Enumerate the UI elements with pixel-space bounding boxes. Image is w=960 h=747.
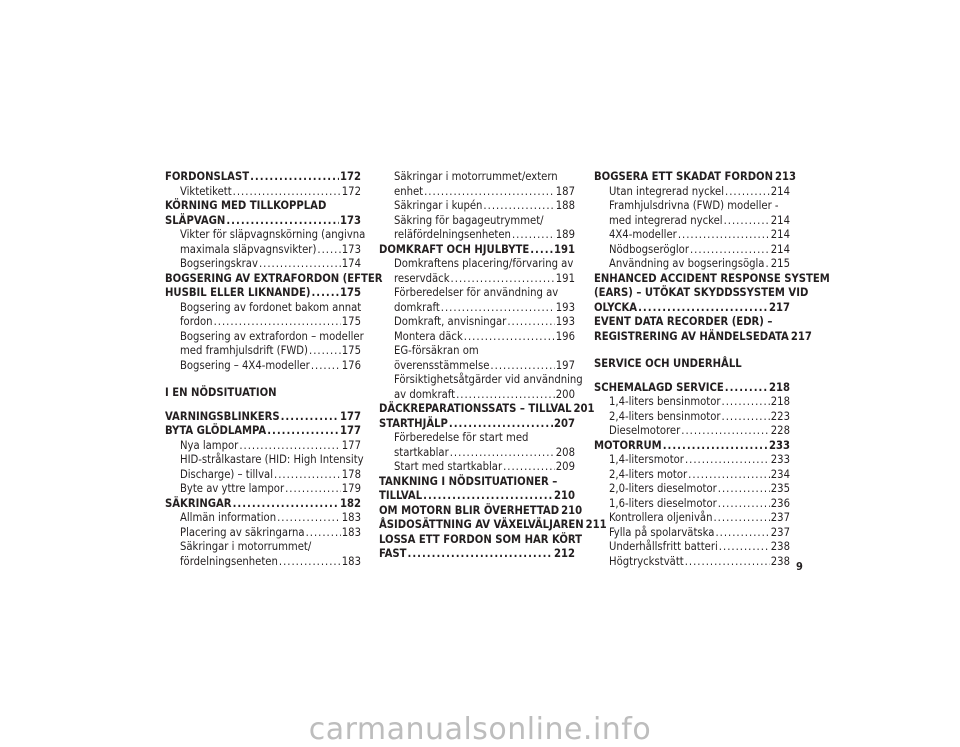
toc-page-number: 214 (770, 213, 790, 227)
toc-page-number: 187 (555, 184, 575, 198)
toc-entry-text: Användning av bogseringsögla (609, 257, 765, 270)
toc-entry-text: Fylla på spolarvätska (609, 525, 715, 539)
toc-chapter-entry[interactable] (165, 199, 361, 228)
section-heading: SERVICE OCH UNDERHÅLL (594, 357, 742, 370)
toc-entry-text: Säkring för bagageutrymmet/ (394, 213, 544, 227)
toc-entry-text: STARTHJÄLP (379, 416, 448, 430)
toc-entry-text: SLÄPVAGN (165, 213, 226, 227)
toc-page-number: 183 (341, 525, 361, 539)
toc-subentry[interactable] (165, 301, 361, 330)
toc-subentry[interactable] (594, 199, 790, 228)
toc-entry-text: överensstämmelse (394, 358, 490, 372)
dot-leader (722, 395, 770, 410)
toc-chapter-entry[interactable] (165, 271, 383, 301)
toc-chapter-entry[interactable] (379, 503, 583, 519)
toc-entry-text: Förberedelse för start med (394, 431, 529, 444)
toc-page-number: 176 (341, 358, 361, 372)
toc-page-number: 201 (573, 402, 595, 415)
toc-entry-text: Byte av yttre lampor (180, 482, 285, 495)
watermark: carmanualsonline.info (308, 712, 652, 747)
dot-leader (311, 359, 341, 374)
toc-subentry[interactable] (379, 330, 575, 345)
toc-subentry[interactable] (165, 329, 364, 359)
toc-entry-text: 2,0-liters dieselmotor (609, 482, 717, 495)
toc-entry-text: REGISTRERING AV HÄNDELSEDATA (594, 329, 789, 343)
toc-entry-text: Vikter för släpvagnskörning (angivna (180, 228, 366, 241)
toc-chapter-entry[interactable] (379, 402, 595, 417)
toc-subentry[interactable] (165, 359, 361, 374)
toc-entry-text: ÅSIDOSÄTTNING AV VÄXELVÄLJAREN (379, 518, 584, 531)
dot-leader (239, 439, 340, 454)
toc-page-number: 215 (770, 257, 790, 270)
dot-leader (451, 272, 555, 287)
toc-entry-text: Säkringar i kupén (394, 199, 483, 212)
toc-subentry[interactable] (594, 555, 790, 570)
toc-page-number: 173 (341, 242, 361, 256)
dot-leader (450, 446, 555, 461)
toc-page-number: 189 (555, 228, 575, 241)
dot-leader (233, 497, 339, 512)
toc-entry-text: Utan integrerad nyckel (609, 184, 725, 198)
dot-leader (638, 301, 768, 316)
dot-leader (503, 460, 555, 475)
dot-leader (285, 482, 341, 497)
toc-subentry[interactable] (379, 286, 575, 315)
dot-leader (685, 555, 770, 570)
toc-page-number: 236 (770, 496, 790, 510)
toc-entry-text: Nya lampor (180, 438, 239, 452)
toc-subentry[interactable] (165, 540, 361, 569)
dot-leader (274, 468, 341, 483)
toc-page-number: 218 (768, 380, 790, 394)
dot-leader (281, 410, 339, 425)
toc-entry-text: EG-försäkran om (394, 344, 479, 357)
toc-page-number: 177 (339, 409, 361, 423)
toc-page-number: 214 (770, 242, 790, 256)
dot-leader (279, 555, 341, 570)
toc-chapter-entry[interactable] (379, 532, 583, 562)
toc-subentry[interactable] (594, 228, 790, 243)
toc-page-number: 208 (555, 445, 575, 459)
dot-leader (490, 359, 554, 374)
toc-subentry[interactable] (594, 424, 790, 439)
toc-chapter-entry[interactable] (594, 271, 830, 316)
toc-page-number: 209 (555, 460, 575, 473)
toc-entry-text: reläfördelningsenheten (394, 228, 511, 241)
toc-entry-text: ENHANCED ACCIDENT RESPONSE SYSTEM (594, 271, 830, 285)
dot-leader (408, 547, 553, 562)
toc-entry-text: Montera däck (394, 329, 463, 343)
toc-page-number: 213 (775, 170, 797, 183)
toc-entry-text: Högtryckstvätt (609, 554, 684, 568)
dot-leader (678, 228, 770, 243)
dot-leader (507, 315, 554, 330)
toc-entry-text: SCHEMALAGD SERVICE (594, 380, 724, 394)
toc-entry-text: TILLVAL (379, 489, 423, 502)
toc-entry-text: 1,4-liters bensinmotor (609, 395, 721, 408)
toc-subentry[interactable] (594, 185, 790, 200)
toc-subentry[interactable] (594, 395, 790, 410)
dot-leader (722, 410, 770, 425)
toc-page-number: 234 (770, 467, 790, 481)
toc-entry-text: HID-strålkastare (HID: High Intensity (180, 453, 364, 466)
toc-chapter-entry[interactable] (379, 475, 575, 504)
toc-entry-text: DÄCKREPARATIONSSATS – TILLVAL (379, 402, 572, 415)
toc-entry-text: FAST (379, 547, 407, 560)
toc-entry-text: BOGSERA ETT SKADAT FORDON (594, 170, 774, 183)
toc-entry-text: OLYCKA (594, 300, 638, 314)
toc-entry-text: Underhållsfritt batteri (609, 540, 718, 553)
toc-subentry[interactable] (594, 257, 790, 272)
toc-entry-text: BOGSERING AV EXTRAFORDON (EFTER (165, 271, 383, 285)
toc-page-number: 214 (770, 228, 790, 241)
toc-subentry[interactable] (594, 526, 790, 541)
toc-page-number: 214 (770, 184, 790, 198)
toc-page-number: 238 (770, 540, 790, 553)
toc-entry-text: med integrerad nyckel (609, 213, 723, 227)
toc-page-number: 174 (341, 257, 361, 270)
toc-subentry[interactable] (165, 511, 361, 526)
dot-leader (681, 424, 770, 439)
toc-entry-text: Förberedelser för användning av (394, 286, 559, 299)
toc-entry-text: TANKNING I NÖDSITUATIONER – (379, 474, 558, 488)
toc-entry-text: VARNINGSBLINKERS (165, 409, 280, 423)
toc-subentry[interactable] (594, 482, 790, 497)
toc-chapter-entry[interactable] (165, 170, 361, 185)
toc-page-number: 183 (341, 554, 361, 568)
toc-page-number: 172 (341, 184, 361, 198)
toc-page-number: 223 (770, 409, 790, 423)
toc-entry-text: SÄKRINGAR (165, 496, 232, 510)
toc-chapter-entry[interactable] (379, 518, 607, 533)
toc-column-2 (379, 170, 607, 562)
toc-chapter-entry[interactable] (165, 410, 361, 425)
toc-page-number: 196 (555, 329, 575, 343)
toc-page-number: 179 (341, 482, 361, 495)
toc-subentry[interactable] (379, 199, 575, 214)
toc-entry-text: DOMKRAFT OCH HJULBYTE (379, 242, 530, 256)
dot-leader (424, 185, 555, 200)
toc-subentry[interactable] (165, 228, 366, 257)
dot-leader (718, 482, 770, 497)
toc-column-1 (165, 170, 383, 569)
toc-page-number: 188 (555, 199, 575, 212)
toc-entry-text: med framhjulsdrift (FWD) (180, 344, 308, 357)
dot-leader (309, 344, 341, 359)
section-heading: I EN NÖDSITUATION (165, 386, 277, 399)
toc-entry-text: fördelningsenheten (180, 554, 278, 568)
toc-page-number: 177 (339, 424, 361, 437)
toc-page-number: 191 (553, 242, 575, 256)
toc-subentry[interactable] (165, 185, 361, 200)
dot-leader (663, 439, 768, 454)
toc-entry-text: FORDONSLAST (165, 170, 250, 183)
toc-entry-text: LOSSA ETT FORDON SOM HAR KÖRT (379, 532, 583, 546)
dot-leader (250, 170, 339, 185)
toc-page-number: 177 (341, 438, 361, 452)
toc-entry-text: MOTORRUM (594, 438, 662, 452)
toc-page-number: 175 (339, 286, 361, 299)
toc-page-number: 237 (770, 525, 790, 539)
toc-entry-text: HUSBIL ELLER LIKNANDE) (165, 286, 311, 299)
toc-entry-text: 2,4-liters bensinmotor (609, 409, 721, 423)
toc-page-number: 191 (555, 271, 575, 285)
toc-chapter-entry[interactable] (594, 381, 790, 396)
dot-leader (449, 417, 553, 432)
toc-entry-text: 1,6-liters dieselmotor (609, 496, 717, 510)
toc-page-number: 233 (770, 453, 790, 466)
toc-entry-text: Domkraft, anvisningar (394, 315, 507, 328)
toc-entry-text: maximala släpvagnsvikter) (180, 242, 317, 256)
toc-page-number: 173 (339, 213, 361, 227)
toc-entry-text: Placering av säkringarna (180, 525, 305, 539)
toc-column-3 (594, 170, 830, 569)
toc-entry-text: 2,4-liters motor (609, 467, 688, 481)
toc-page-number: 237 (770, 511, 790, 524)
dot-leader (718, 497, 770, 512)
dot-leader (715, 526, 769, 541)
toc-entry-text: Domkraftens placering/förvaring av (394, 257, 574, 270)
dot-leader (233, 185, 341, 200)
toc-entry-text: startkablar (394, 445, 449, 459)
toc-chapter-entry[interactable] (594, 315, 812, 344)
toc-page-number: 228 (770, 424, 790, 437)
toc-page-number: 235 (770, 482, 790, 495)
toc-page-number: 218 (770, 395, 790, 408)
toc-chapter-entry[interactable] (594, 170, 797, 185)
toc-page-number: 178 (341, 467, 361, 481)
dot-leader (725, 381, 768, 396)
dot-leader (456, 388, 555, 403)
toc-entry-text: Nödbogseröglor (609, 242, 689, 256)
toc-entry-text: enhet (394, 184, 424, 198)
toc-entry-text: Bogsering – 4X4-modeller (180, 358, 310, 372)
dot-leader (267, 424, 339, 439)
dot-leader (441, 301, 555, 316)
dot-leader (311, 286, 339, 301)
toc-entry-text: Försiktighetsåtgärder vid användning (394, 373, 583, 386)
toc-subentry[interactable] (379, 373, 583, 402)
dot-leader (719, 540, 770, 555)
dot-leader (306, 526, 341, 541)
dot-leader (690, 243, 770, 258)
toc-entry-text: reservdäck (394, 271, 450, 285)
toc-entry-text: Allmän information (180, 511, 277, 524)
dot-leader (725, 185, 770, 200)
toc-subentry[interactable] (379, 431, 575, 460)
dot-leader (685, 453, 770, 468)
toc-entry-text: Start med startkablar (394, 460, 503, 473)
toc-entry-text: 4X4-modeller (609, 228, 677, 241)
toc-page-number: 233 (768, 438, 790, 452)
toc-page-number: 210 (561, 503, 583, 517)
toc-page-number: 200 (555, 387, 575, 401)
toc-subentry[interactable] (594, 468, 790, 483)
toc-entry-text: Kontrollera oljenivån (609, 511, 713, 524)
toc-entry-text: Dieselmotorer (609, 424, 681, 437)
dot-leader (713, 511, 769, 526)
toc-chapter-entry[interactable] (594, 439, 790, 454)
toc-subentry[interactable] (379, 315, 575, 330)
toc-chapter-entry[interactable] (379, 417, 575, 432)
toc-subentry[interactable] (379, 460, 575, 475)
dot-leader (724, 214, 770, 229)
toc-subentry[interactable] (165, 526, 361, 541)
toc-page-number: 211 (585, 518, 607, 531)
toc-subentry[interactable] (594, 540, 790, 555)
toc-entry-text: Bogseringskrav (180, 257, 258, 270)
dot-leader (688, 468, 770, 483)
dot-leader (512, 228, 555, 243)
page-number: 9 (796, 560, 803, 573)
toc-subentry[interactable] (594, 453, 790, 468)
toc-page-number: 172 (339, 170, 361, 183)
toc-entry-text: fordon (180, 315, 213, 328)
toc-page-number: 238 (770, 554, 790, 568)
toc-page-number: 207 (553, 416, 575, 430)
toc-subentry[interactable] (379, 170, 575, 199)
toc-entry-text: Discharge) – tillval (180, 467, 274, 481)
toc-page-number: 193 (555, 315, 575, 328)
dot-leader (226, 214, 339, 229)
toc-subentry[interactable] (594, 243, 790, 258)
toc-entry-text: OM MOTORN BLIR ÖVERHETTAD (379, 503, 560, 517)
toc-entry-text: (EARS) – UTÖKAT SKYDDSSYSTEM VID (594, 286, 809, 299)
toc-page-number: 175 (341, 344, 361, 357)
toc-subentry[interactable] (165, 439, 361, 454)
toc-chapter-entry[interactable] (379, 243, 575, 258)
toc-subentry[interactable] (165, 482, 361, 497)
toc-page-number: 210 (553, 489, 575, 502)
toc-entry-text: EVENT DATA RECORDER (EDR) – (594, 315, 773, 328)
toc-subentry[interactable] (379, 344, 575, 373)
toc-entry-text: 1,4-litersmotor (609, 453, 684, 466)
toc-page-number: 183 (341, 511, 361, 524)
toc-entry-text: domkraft (394, 300, 440, 314)
toc-subentry[interactable] (165, 257, 361, 272)
toc-entry-text: av domkraft (394, 387, 456, 401)
toc-page-number: 212 (553, 547, 575, 560)
toc-page-number: 175 (341, 315, 361, 328)
toc-subentry[interactable] (379, 214, 575, 243)
toc-chapter-entry[interactable] (165, 497, 361, 512)
toc-entry-text: Bogsering av extrafordon – modeller (180, 329, 364, 343)
dot-leader (423, 489, 553, 504)
toc-entry-text: BYTA GLÖDLAMPA (165, 424, 267, 437)
toc-page-number: 193 (555, 300, 575, 314)
toc-subentry[interactable] (594, 410, 790, 425)
toc-entry-text: Viktetikett (180, 184, 232, 198)
toc-entry-text: Framhjulsdrivna (FWD) modeller - (609, 199, 779, 212)
toc-page-number: 182 (339, 496, 361, 510)
dot-leader (277, 511, 341, 526)
toc-page-number: 217 (790, 329, 812, 343)
toc-page-number: 217 (768, 300, 790, 314)
toc-chapter-entry[interactable] (165, 424, 361, 439)
toc-subentry[interactable] (594, 511, 790, 526)
dot-leader (464, 330, 555, 345)
toc-entry-text: Bogsering av fordonet bakom annat (180, 300, 362, 314)
dot-leader (483, 199, 554, 214)
toc-subentry[interactable] (594, 497, 790, 512)
toc-entry-text: KÖRNING MED TILLKOPPLAD (165, 199, 327, 212)
toc-subentry[interactable] (165, 453, 364, 482)
toc-entry-text: Säkringar i motorrummet/extern (394, 170, 558, 183)
dot-leader (530, 243, 553, 258)
toc-page-number: 197 (555, 358, 575, 372)
toc-entry-text: Säkringar i motorrummet/ (180, 540, 312, 553)
dot-leader (259, 257, 341, 272)
toc-subentry[interactable] (379, 257, 575, 286)
dot-leader (317, 243, 340, 258)
dot-leader (214, 315, 341, 330)
dot-leader (765, 257, 769, 272)
